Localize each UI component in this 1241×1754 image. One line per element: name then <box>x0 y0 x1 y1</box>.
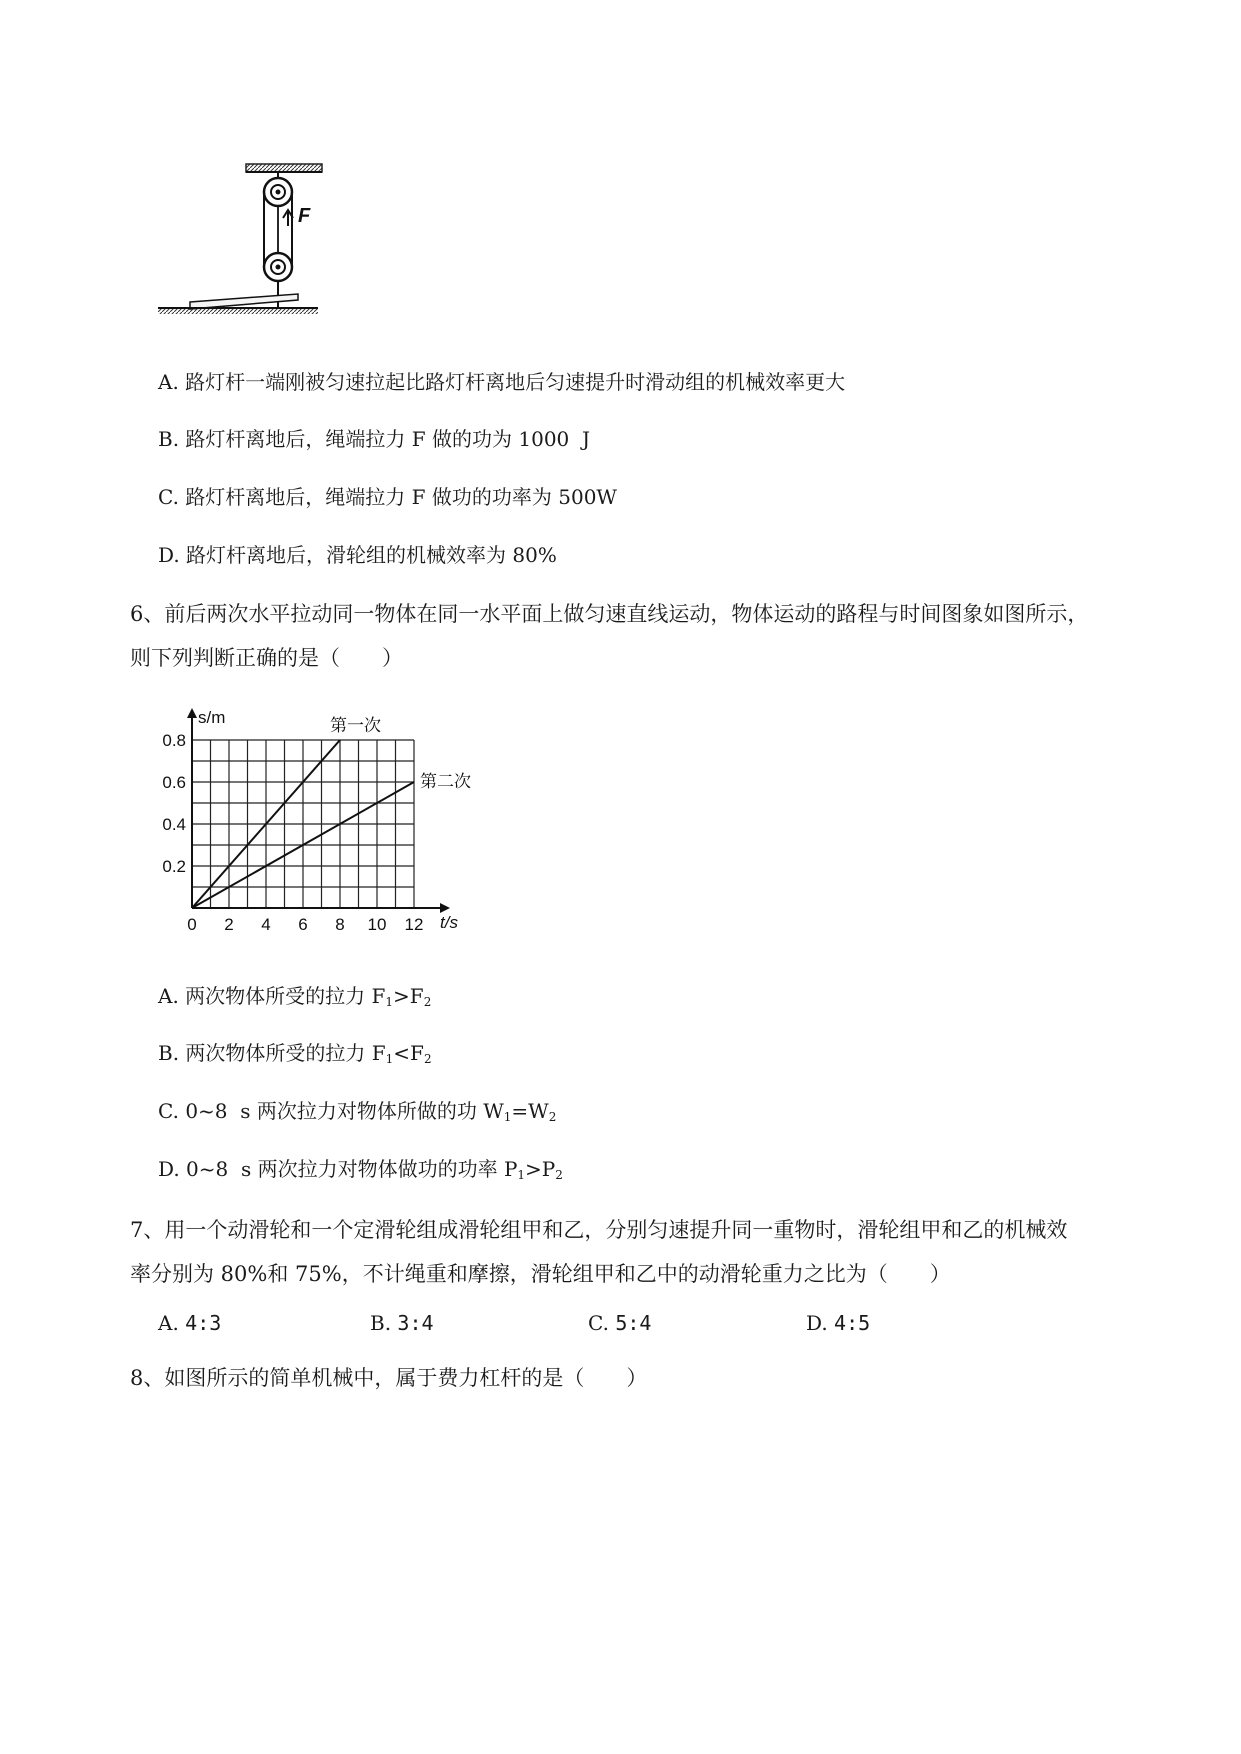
x-tick-label: 2 <box>224 915 234 934</box>
chart-axes <box>187 708 450 913</box>
x-axis-arrow <box>440 903 450 913</box>
force-label: F <box>298 205 311 227</box>
q7-option-c <box>588 1310 651 1336</box>
y-tick-label: 0.4 <box>162 815 186 834</box>
q6-option-d: D. 0~8 s 两次拉力对物体做功的功率 $P_1>P_2$ <box>158 1157 563 1182</box>
q5-option-a <box>158 369 845 395</box>
q7-option-a <box>158 1310 221 1336</box>
q7-stem <box>130 1208 1067 1296</box>
q7-line-2: 率分别为 80%和 75%，不计绳重和摩擦，滑轮组甲和乙中的动滑轮重力之比为（ ） <box>130 1262 951 1286</box>
option-label: C. <box>158 485 179 509</box>
series-label-second: 第二次 <box>420 772 471 791</box>
option-text: 路灯杆一端刚被匀速拉起比路灯杆离地后匀速提升时滑动组的机械效率更大 <box>185 370 846 394</box>
q6-stem <box>130 592 1088 680</box>
x-tick-label: 10 <box>367 915 387 934</box>
option-label: A. <box>158 1311 179 1335</box>
ceiling <box>246 164 322 172</box>
q7-option-b <box>370 1310 434 1336</box>
q6-line-1: 6、前后两次水平拉动同一物体在同一水平面上做匀速直线运动，物体运动的路程与时间图象如图所示， <box>130 602 1089 626</box>
q5-option-c <box>158 484 617 510</box>
y-axis-label: s/m <box>198 708 226 727</box>
x-tick-label: 8 <box>335 915 345 934</box>
option-text: 路灯杆离地后，绳端拉力 F 做功的功率为 500W <box>185 485 617 509</box>
option-text: 4:3 <box>185 1311 222 1335</box>
q7-line-1: 7、用一个动滑轮和一个定滑轮组成滑轮组甲和乙，分别匀速提升同一重物时，滑轮组甲和乙的机械效 <box>130 1218 1068 1242</box>
q6-option-b: B. 两次物体所受的拉力 $F_1<F_2$ <box>158 1041 432 1066</box>
y-tick-label: 0.6 <box>162 773 186 792</box>
option-label: A. <box>158 984 179 1008</box>
q5-option-d <box>158 542 557 568</box>
option-label: A. <box>158 370 179 394</box>
option-text: 路灯杆离地后，绳端拉力 F 做的功为 1000 J <box>185 427 591 451</box>
option-text: 5:4 <box>615 1311 652 1335</box>
option-label: B. <box>370 1311 392 1335</box>
option-text: 4:5 <box>834 1311 871 1335</box>
option-text: 路灯杆离地后，滑轮组的机械效率为 80% <box>186 543 557 567</box>
option-label: B. <box>158 1041 180 1065</box>
option-label: C. <box>588 1311 609 1335</box>
q6-line-2: 则下列判断正确的是（ ） <box>130 646 403 670</box>
q8-stem <box>130 1356 647 1400</box>
option-label: D. <box>158 1157 180 1181</box>
pulley-figure <box>150 160 340 360</box>
x-axis-label: t/s <box>440 913 458 932</box>
option-label: D. <box>158 543 180 567</box>
x-tick-label: 6 <box>298 915 308 934</box>
y-tick-label: 0.2 <box>162 857 186 876</box>
y-axis-arrow <box>187 708 197 718</box>
q5-option-b <box>158 426 590 452</box>
q6-option-a: A. 两次物体所受的拉力 $F_1>F_2$ <box>158 984 432 1009</box>
q7-option-d <box>806 1310 870 1336</box>
lamp-pole <box>190 294 298 309</box>
option-label: D. <box>806 1311 828 1335</box>
s-t-chart <box>140 695 500 945</box>
series-label-first: 第一次 <box>330 716 381 735</box>
chart-grid <box>192 740 414 908</box>
x-tick-label: 12 <box>404 915 424 934</box>
option-text: 3:4 <box>397 1311 434 1335</box>
x-tick-label: 4 <box>261 915 271 934</box>
x-tick-label: 0 <box>187 915 197 934</box>
q6-option-c: C. 0~8 s 两次拉力对物体所做的功 $W_1=W_2$ <box>158 1099 557 1124</box>
option-label: B. <box>158 427 180 451</box>
y-tick-label: 0.8 <box>162 731 186 750</box>
q8-line-1: 8、如图所示的简单机械中，属于费力杠杆的是（ ） <box>130 1366 648 1390</box>
option-label: C. <box>158 1099 179 1123</box>
